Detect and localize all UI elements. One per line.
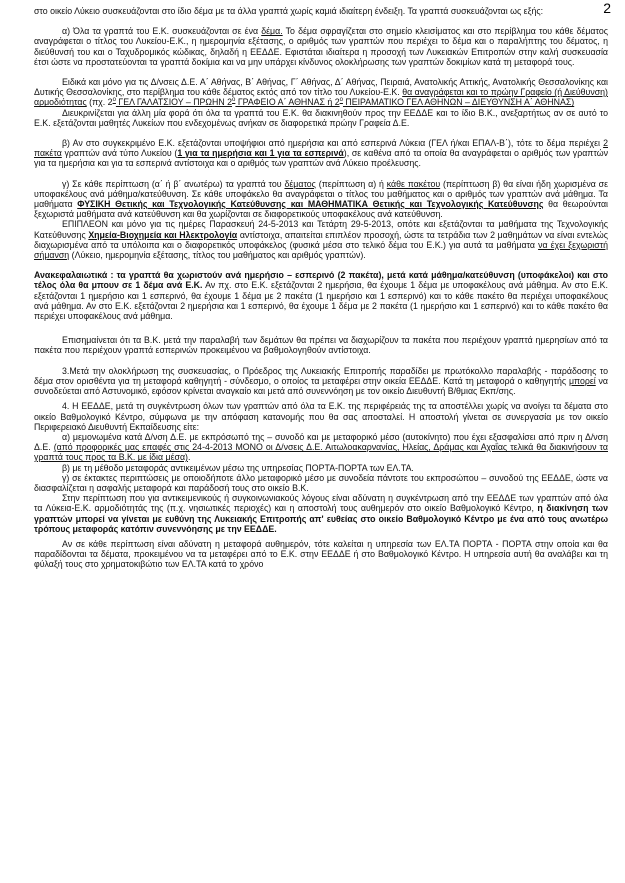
text-run: δέματος <box>284 178 316 189</box>
paragraph <box>34 539 608 570</box>
text-run: γ) σε έκτακτες περιπτώσεις με οποιοδήποτε άλλο μεταφορικό μέσο με συνοδεία πάντοτε του εκπροσώπου – συνοδού της ΕΕΔΔΕ, ώστε να διασφαλίζεται η ασφαλής μεταφορά και παράδοσή τους στο οικείο Β.Κ. <box>34 472 608 493</box>
text-run: Διευκρινίζεται για άλλη μία φορά ότι όλα τα γραπτά του Ε.Κ. θα διακινηθούν προς την ΕΕΔΔΕ και το ίδιο Β.Κ., ανεξαρτήτως αν σε αυτό το Ε.Κ. εξετάζονται μαθητές Λυκείων που ενδεχομένως ανήκαν σε διαφορετικά πρώην Γραφεία Δ.Ε. <box>34 107 608 128</box>
text-run: 2 πακέτα <box>34 138 608 159</box>
text-run: 4. Η ΕΕΔΔΕ, μετά τη συγκέντρωση όλων των γραπτών από όλα τα Ε.Κ. της περιφέρειάς της τα αποστέλλει χωρίς να ανοίγει τα δέματα στο οικείο Βαθμολογικό Κέντρο, σύμφωνα με την απόφαση κατανομής που θα σας αποσταλεί. Η αποστολή γίνεται σε συνεργασία με τον οικείο Περιφερειακό Διευθυντή Εκπαίδευσης είτε: <box>34 401 608 432</box>
text-run: Επισημαίνεται ότι τα Β.Κ. μετά την παραλαβή των δεμάτων θα πρέπει να διαχωρίζουν τα πακέτα που περιέχουν γραπτά ημερησίων από τα πακέτα που περιέχουν γραπτά εσπερινών προκειμένου να βαθμολογηθούν αντίστοιχα. <box>34 335 608 356</box>
text-run: β) με τη μέθοδο μεταφοράς αντικειμένων μέσω της υπηρεσίας ΠΟΡΤΑ-ΠΟΡΤΑ των ΕΛ.ΤΑ. <box>62 462 414 473</box>
document-body <box>34 6 608 880</box>
page-number: 2 <box>603 0 611 16</box>
text-run: Ειδικά και μόνο για τις Δ/νσεις Δ.Ε. Α΄ Αθήνας, Β΄ Αθήνας, Γ΄ Αθήνας, Δ΄ Αθήνας, Πειραιά, Ανατολικής Αττικής, Ανατολικής Θεσσαλονίκης και Δυτικής Θεσσαλονίκης, στο περίβλημα του κάθε δέματος εκτός από τον τίτλο του Λυκείου-Ε.Κ. <box>34 77 608 98</box>
text-run: (από προφορικές μας επαφές στις 24-4-2013 ΜΟΝΟ οι Δ/νσεις Δ.Ε. Αιτωλοακαρνανίας, Ηλείας, Δράμας και Αχαΐας τελικά θα διακινήσουν τα γραπτά τους προς τα Β.Κ. με ίδια μέσα) <box>34 442 608 463</box>
text-run: να έχει ξεχωριστή σήμανση <box>34 239 608 261</box>
text-run: (περίπτωση β) θα είναι ήδη χωρισμένα σε υποφακέλους ανά μάθημα/κατεύθυνση. Σε κάθε υποφάκελο θα αναγράφεται ο τίτλος του μαθήματος και ο αριθμός των γραπτών ανά μάθημα. Τα μαθήματα <box>34 178 608 210</box>
text-run: να συνοδεύεται από Αστυνομικό, εφόσον κρίνεται αναγκαίο και μετά από συνεννόηση με τον οικείο Διευθυντή Β/θμιας Εκπ/σης. <box>34 375 608 397</box>
text-run: Ανακεφαλαιωτικά : τα γραπτά θα χωριστούν ανά ημερήσιο – εσπερινό (2 πακέτα), μετά κατά μάθημα/κατεύθυνση (υποφάκελοι) και στο τέλος όλα θα μπουν σε 1 δέμα ανά Ε.Κ. <box>34 270 608 291</box>
text-run: ΠΕΙΡΑΜΑΤΙΚΟ ΓΕΛ ΑΘΗΝΩΝ – ΔΙΕΥΘΥΝΣΗ Α΄ ΑΘΗΝΑΣ) <box>342 97 575 108</box>
text-run: (Λύκειο, ημερομηνία εξέτασης, τίτλος του μαθήματος και αριθμός γραπτών). <box>69 250 366 261</box>
text-run: γ) Σε κάθε περίπτωση (α΄ ή β΄ ανωτέρω) τα γραπτά του <box>62 178 285 189</box>
paragraph <box>34 335 608 355</box>
paragraph <box>34 108 608 128</box>
paragraph <box>34 270 608 321</box>
text-run: Αν πχ. στο Ε.Κ. εξετάζονται 2 ημερήσια, θα έχουμε 1 δέμα με υποφακέλους ανά μάθημα. Αν στο Ε.Κ. εξετάζονται 1 ημερήσιο και 1 εσπερινό, θα έχουμε 1 δέμα με 2 πακέτα (1 ημερήσιο και 1 εσπερινό) και το κάθε πακέτο θα περιέχει υποφακέλους ανά μάθημα. Αν στο Ε.Κ. εξετάζονται 2 ημερήσια και 1 εσπερινό, θα έχουμε 1 δέμα με 2 πακέτα (1 ημερήσιο και 1 εσπερινό) και το κάθε πακέτο θα περιέχει υποφακέλους ανά μάθημα. <box>34 280 608 322</box>
text-run: θα αναγράφεται και το πρώην Γραφείο (ή Διεύθυνση) αρμοδιότητας <box>34 87 608 108</box>
paragraph <box>34 26 608 67</box>
text-run: Χημεία-Βιοχημεία και Ηλεκτρολογία <box>88 229 238 240</box>
text-run: ), σε καθένα από τα οποία θα αναγράφεται ο αριθμός των γραπτών για τα ημερήσια και για τα εσπερινά αντίστοιχα και ο αριθμός των γραπτών ανά Λύκειο προέλευσης. <box>34 148 608 169</box>
text-run: ΦΥΣΙΚΗ Θετικής και Τεχνολογικής Κατεύθυνσης και ΜΑΘΗΜΑΤΙΚΑ Θετικής και Τεχνολογικής Κατεύθυνσης <box>77 199 544 210</box>
paragraph <box>34 138 608 169</box>
paragraph <box>34 179 608 220</box>
text-run: Το δέμα σφραγίζεται στο σημείο κλεισίματος και στο περίβλημα του κάθε δέματος αναγράφεται ο τίτλος του Λυκείου-Ε.Κ., η ημερομηνία εξέτασης, ο αριθμός των γραπτών που περιέχει το δέμα και ο παραλήπτης του δέματος, η διεύθυνσή του και ο Ταχυδρομικός κώδικας, δηλαδή η ΕΕΔΔΕ. Εφιστάται ιδιαίτερα η προσοχή των Λυκειακών Επιτροπών στην καλή συσκευασία έτσι ώστε να προστατεύονται τα γραπτά δοκίμια και να μην υπάρχει κίνδυνος ολοκλήρωσης των γραπτών δοκιμίων κατά τη μεταφορά τους. <box>34 26 608 67</box>
text-run: η διακίνηση των γραπτών μπορεί να γίνεται με ευθύνη της Λυκειακής Επιτροπής απ' ευθείας στο οικείο Βαθμολογικό Κέντρο με ένα από τους ανωτέρω τρόπους μεταφοράς κατόπιν συνεννόησης με την ΕΕΔΔΕ. <box>34 503 608 534</box>
text-run: α) Όλα τα γραπτά του Ε.Κ. συσκευάζονται σε ένα <box>62 26 262 37</box>
text-run: . <box>187 452 191 463</box>
text-run: γραπτών ανά τύπο Λυκείου ( <box>61 148 178 159</box>
paragraph <box>34 432 608 463</box>
text-run: ο <box>232 97 236 104</box>
text-run: (περίπτωση α) ή <box>315 178 387 189</box>
paragraph <box>34 219 608 260</box>
paragraph <box>34 77 608 108</box>
text-run: μπορεί <box>568 375 596 386</box>
text-run: Στην περίπτωση που για αντικειμενικούς ή συγκοινωνιακούς λόγους είναι αδύνατη η συγκέντρωση από την ΕΕΔΔΕ των γραπτών από όλα τα Λύκεια-Ε.Κ. αρμοδιότητάς της (π.χ. νησιωτικές περιοχές) και η αποστολή τους αυθημερόν στο οικείο Βαθμολογικό Κέντρο, <box>34 493 608 514</box>
text-run: δέμα. <box>261 26 283 37</box>
paragraph <box>34 401 608 432</box>
text-run: θα θεωρούνται ξεχωριστά μαθήματα ανά κατεύθυνση και θα χωρίζονται σε διαφορετικούς υποφακέλους ανά κατεύθυνση. <box>34 199 608 220</box>
paragraph <box>34 473 608 493</box>
text-run: ΓΡΑΦΕΙΟ Α΄ ΑΘΗΝΑΣ ή 2 <box>235 97 340 108</box>
text-run: ο <box>339 97 343 104</box>
text-run: β) Αν στο συγκεκριμένο Ε.Κ. εξετάζονται υποψήφιοι από ημερήσια και από εσπερινά Λύκεια (ΓΕΛ ή/και ΕΠΑΛ-Β΄), τότε το δέμα περιέχει <box>62 138 604 149</box>
text-run: (πχ. 2 <box>86 97 113 108</box>
paragraph <box>34 366 608 397</box>
paragraph <box>34 463 608 473</box>
text-run: ΕΠΙΠΛΕΟΝ και μόνο για τις ημέρες Παρασκευή 24-5-2013 και Τετάρτη 29-5-2013, οπότε και εξετάζονται τα μαθήματα της Τεχνολογικής Κατεύθυνσης <box>34 219 608 240</box>
text-run: αντίστοιχα, απαιτείται επιπλέον προσοχή, ώστε τα τετράδια των 2 μαθημάτων να είναι εντελώς διαχωρισμένα από τα υπόλοιπα και ο διαφορετικός υποφάκελος (φυσικά μέσα στο τελικό δέμα του Ε.Κ.) για αυτά τα μαθήματα <box>34 229 608 250</box>
text-run: ΓΕΛ ΓΑΛΑΤΣΙΟΥ – ΠΡΩΗΝ 2 <box>115 97 233 108</box>
text-run: στο οικείο Λύκειο συσκευάζονται στο ίδιο δέμα με τα άλλα γραπτά χωρίς καμιά ιδιαίτερη ένδειξη. Τα γραπτά συσκευάζονται ως εξής: <box>34 6 544 16</box>
paragraph <box>34 6 608 16</box>
paragraph <box>34 493 608 534</box>
text-run: 1 για τα ημερήσια και 1 για τα εσπερινά <box>177 148 344 159</box>
text-run: ο <box>112 97 116 104</box>
text-run: 3.Μετά την ολοκλήρωση της συσκευασίας, ο Πρόεδρος της Λυκειακής Επιτροπής παραδίδει με πρωτόκολλο παραλαβής - παράδοσης το δέμα στον ορισθέντα για τη μεταφορά καθηγητή - σύνδεσμο, ο οποίος τα μεταφέρει στην οικεία ΕΕΔΔΕ. Κατά τη μεταφορά ο καθηγητής <box>34 365 608 386</box>
text-run: α) μεμονωμένα κατά Δ/νση Δ.Ε. με εκπρόσωπό της – συνοδό και με μεταφορικό μέσο (αυτοκίνητο) που έχει εξασφαλίσει από πριν η Δ/νση Δ.Ε. <box>34 431 608 453</box>
text-run: κάθε πακέτου <box>386 178 441 189</box>
text-run: Αν σε κάθε περίπτωση είναι αδύνατη η μεταφορά αυθημερόν, τότε καλείται η υπηρεσία των ΕΛ.ΤΑ ΠΟΡΤΑ - ΠΟΡΤΑ στην οποία και θα παραδίδονται τα δέματα, προκειμένου να τα μεταφέρει από το Ε.Κ. στην ΕΕΔΔΕ ή στο Βαθμολογικό Κέντρο. Η υπηρεσία αυτή θα αναλάβει και τη φύλαξή τους στο χρηματοκιβώτιο των ΕΛ.ΤΑ κατά το χρόνο <box>34 538 608 570</box>
